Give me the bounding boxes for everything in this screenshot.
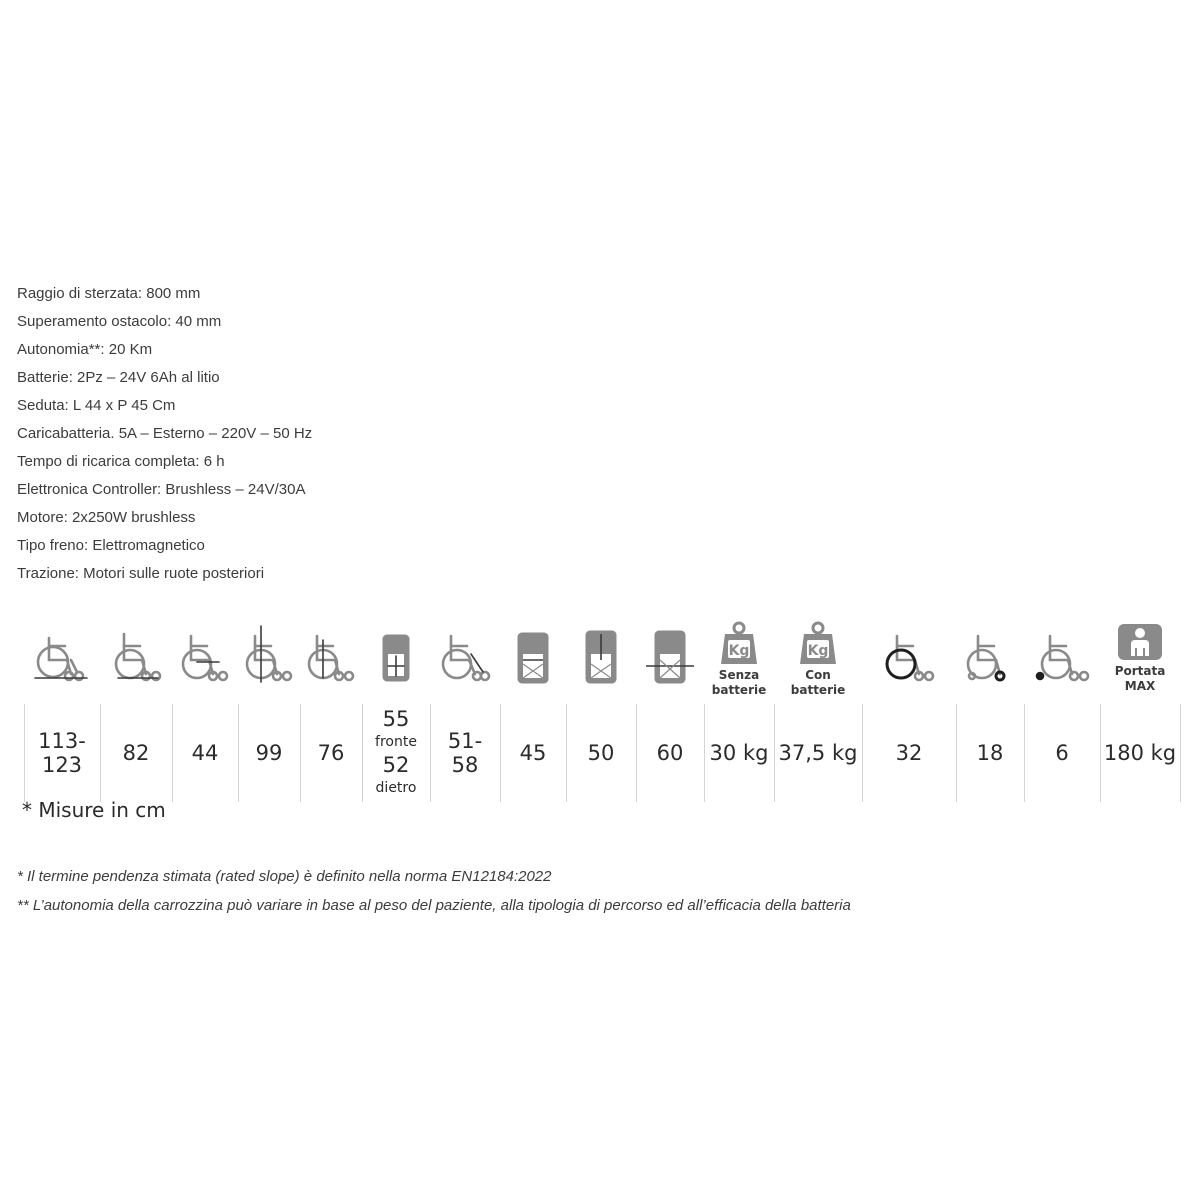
value-text: 18 (976, 741, 1004, 765)
spec-obstacle: Superamento ostacolo: 40 mm (17, 313, 222, 330)
spec-controller: Elettronica Controller: Brushless – 24V/30A (17, 481, 306, 498)
caption-line: Senza (718, 668, 760, 682)
value-text: 60 (656, 741, 684, 765)
units-note: * Misure in cm (22, 798, 166, 822)
spec-list (17, 280, 312, 588)
caption-line: Portata (1114, 664, 1166, 678)
value-text: 51- (447, 729, 483, 753)
value-subtext: dietro (375, 780, 417, 796)
spec-brake: Tipo freno: Elettromagnetico (17, 537, 205, 554)
value-length-folded (100, 704, 172, 802)
value-weight-with-batteries (774, 704, 862, 802)
value-text: 55 (382, 707, 410, 731)
weight-caption (791, 668, 845, 698)
person-icon (1116, 620, 1164, 664)
value-seat-width (500, 704, 566, 802)
value-text: 45 (519, 741, 547, 765)
value-front-wheel (956, 704, 1024, 802)
max-load-person-icon (1100, 620, 1180, 700)
value-max-load (1100, 704, 1180, 802)
value-text: 82 (122, 741, 150, 765)
value-text: 44 (191, 741, 219, 765)
value-text: 52 (382, 753, 410, 777)
kg-label: Kg (807, 643, 829, 659)
kg-weight-icon (798, 620, 838, 668)
value-text: 180 kg (1103, 741, 1177, 765)
spec-seat: Seduta: L 44 x P 45 Cm (17, 397, 176, 414)
seat-width-icon (500, 620, 566, 700)
seat-depth-icon (566, 620, 636, 700)
value-front-width (362, 704, 430, 802)
weight-no-batteries-icon (704, 620, 774, 700)
value-anti-tip (1024, 704, 1100, 802)
value-subtext: fronte (375, 734, 417, 750)
front-wheel-diameter-icon (956, 620, 1024, 700)
footnote-slope: * Il termine pendenza stimata (rated slope) è definito nella norma EN12184:2022 (17, 868, 552, 885)
value-seat-height (172, 704, 238, 802)
value-text: 32 (895, 741, 923, 765)
load-caption (1115, 664, 1166, 694)
value-total-width (636, 704, 704, 802)
footnotes (17, 862, 851, 920)
wheelchair-footrest-length-icon (430, 620, 500, 700)
rear-wheel-diameter-icon (862, 620, 956, 700)
value-footrest-length (430, 704, 500, 802)
spec-batteries: Batterie: 2Pz – 24V 6Ah al litio (17, 369, 220, 386)
value-text: 58 (451, 753, 479, 777)
caption-line: Con (805, 668, 831, 682)
value-text: 50 (587, 741, 615, 765)
wheelchair-height-folded-icon (300, 620, 362, 700)
value-text: 6 (1055, 741, 1069, 765)
wheelchair-length-folded-icon (100, 620, 172, 700)
caption-line: batterie (711, 683, 767, 697)
spec-autonomy: Autonomia**: 20 Km (17, 341, 153, 358)
weight-with-batteries-icon (774, 620, 862, 700)
value-text: 76 (317, 741, 345, 765)
value-rear-wheel (862, 704, 956, 802)
value-text: 37,5 kg (778, 741, 858, 765)
weight-caption (712, 668, 766, 698)
spec-turning-radius: Raggio di sterzata: 800 mm (17, 285, 201, 302)
value-weight-no-batteries (704, 704, 774, 802)
value-text: 99 (255, 741, 283, 765)
value-text: 30 kg (709, 741, 769, 765)
value-text: 113-123 (38, 729, 86, 777)
wheelchair-seat-height-icon (172, 620, 238, 700)
kg-weight-icon (719, 620, 759, 668)
footnote-autonomy: ** L’autonomia della carrozzina può variare in base al peso del paziente, alla tipologia di percorso ed all’efficacia della batteria (17, 897, 851, 914)
wheelchair-total-height-icon (238, 620, 300, 700)
icon-row (0, 620, 1200, 700)
value-row (0, 704, 1200, 802)
value-height-folded (300, 704, 362, 802)
wheelchair-front-width-icon (362, 620, 430, 700)
value-total-length (20, 704, 104, 802)
value-total-height (238, 704, 300, 802)
spec-motor: Motore: 2x250W brushless (17, 509, 196, 526)
caption-line: MAX (1124, 679, 1156, 693)
spec-traction: Trazione: Motori sulle ruote posteriori (17, 565, 265, 582)
caption-line: batterie (790, 683, 846, 697)
anti-tip-wheel-icon (1024, 620, 1100, 700)
wheelchair-total-length-icon (24, 620, 98, 700)
spec-charge-time: Tempo di ricarica completa: 6 h (17, 453, 225, 470)
kg-label: Kg (728, 643, 750, 659)
total-width-icon (636, 620, 704, 700)
value-seat-depth (566, 704, 636, 802)
spec-charger: Caricabatteria. 5A – Esterno – 220V – 50 Hz (17, 425, 313, 442)
